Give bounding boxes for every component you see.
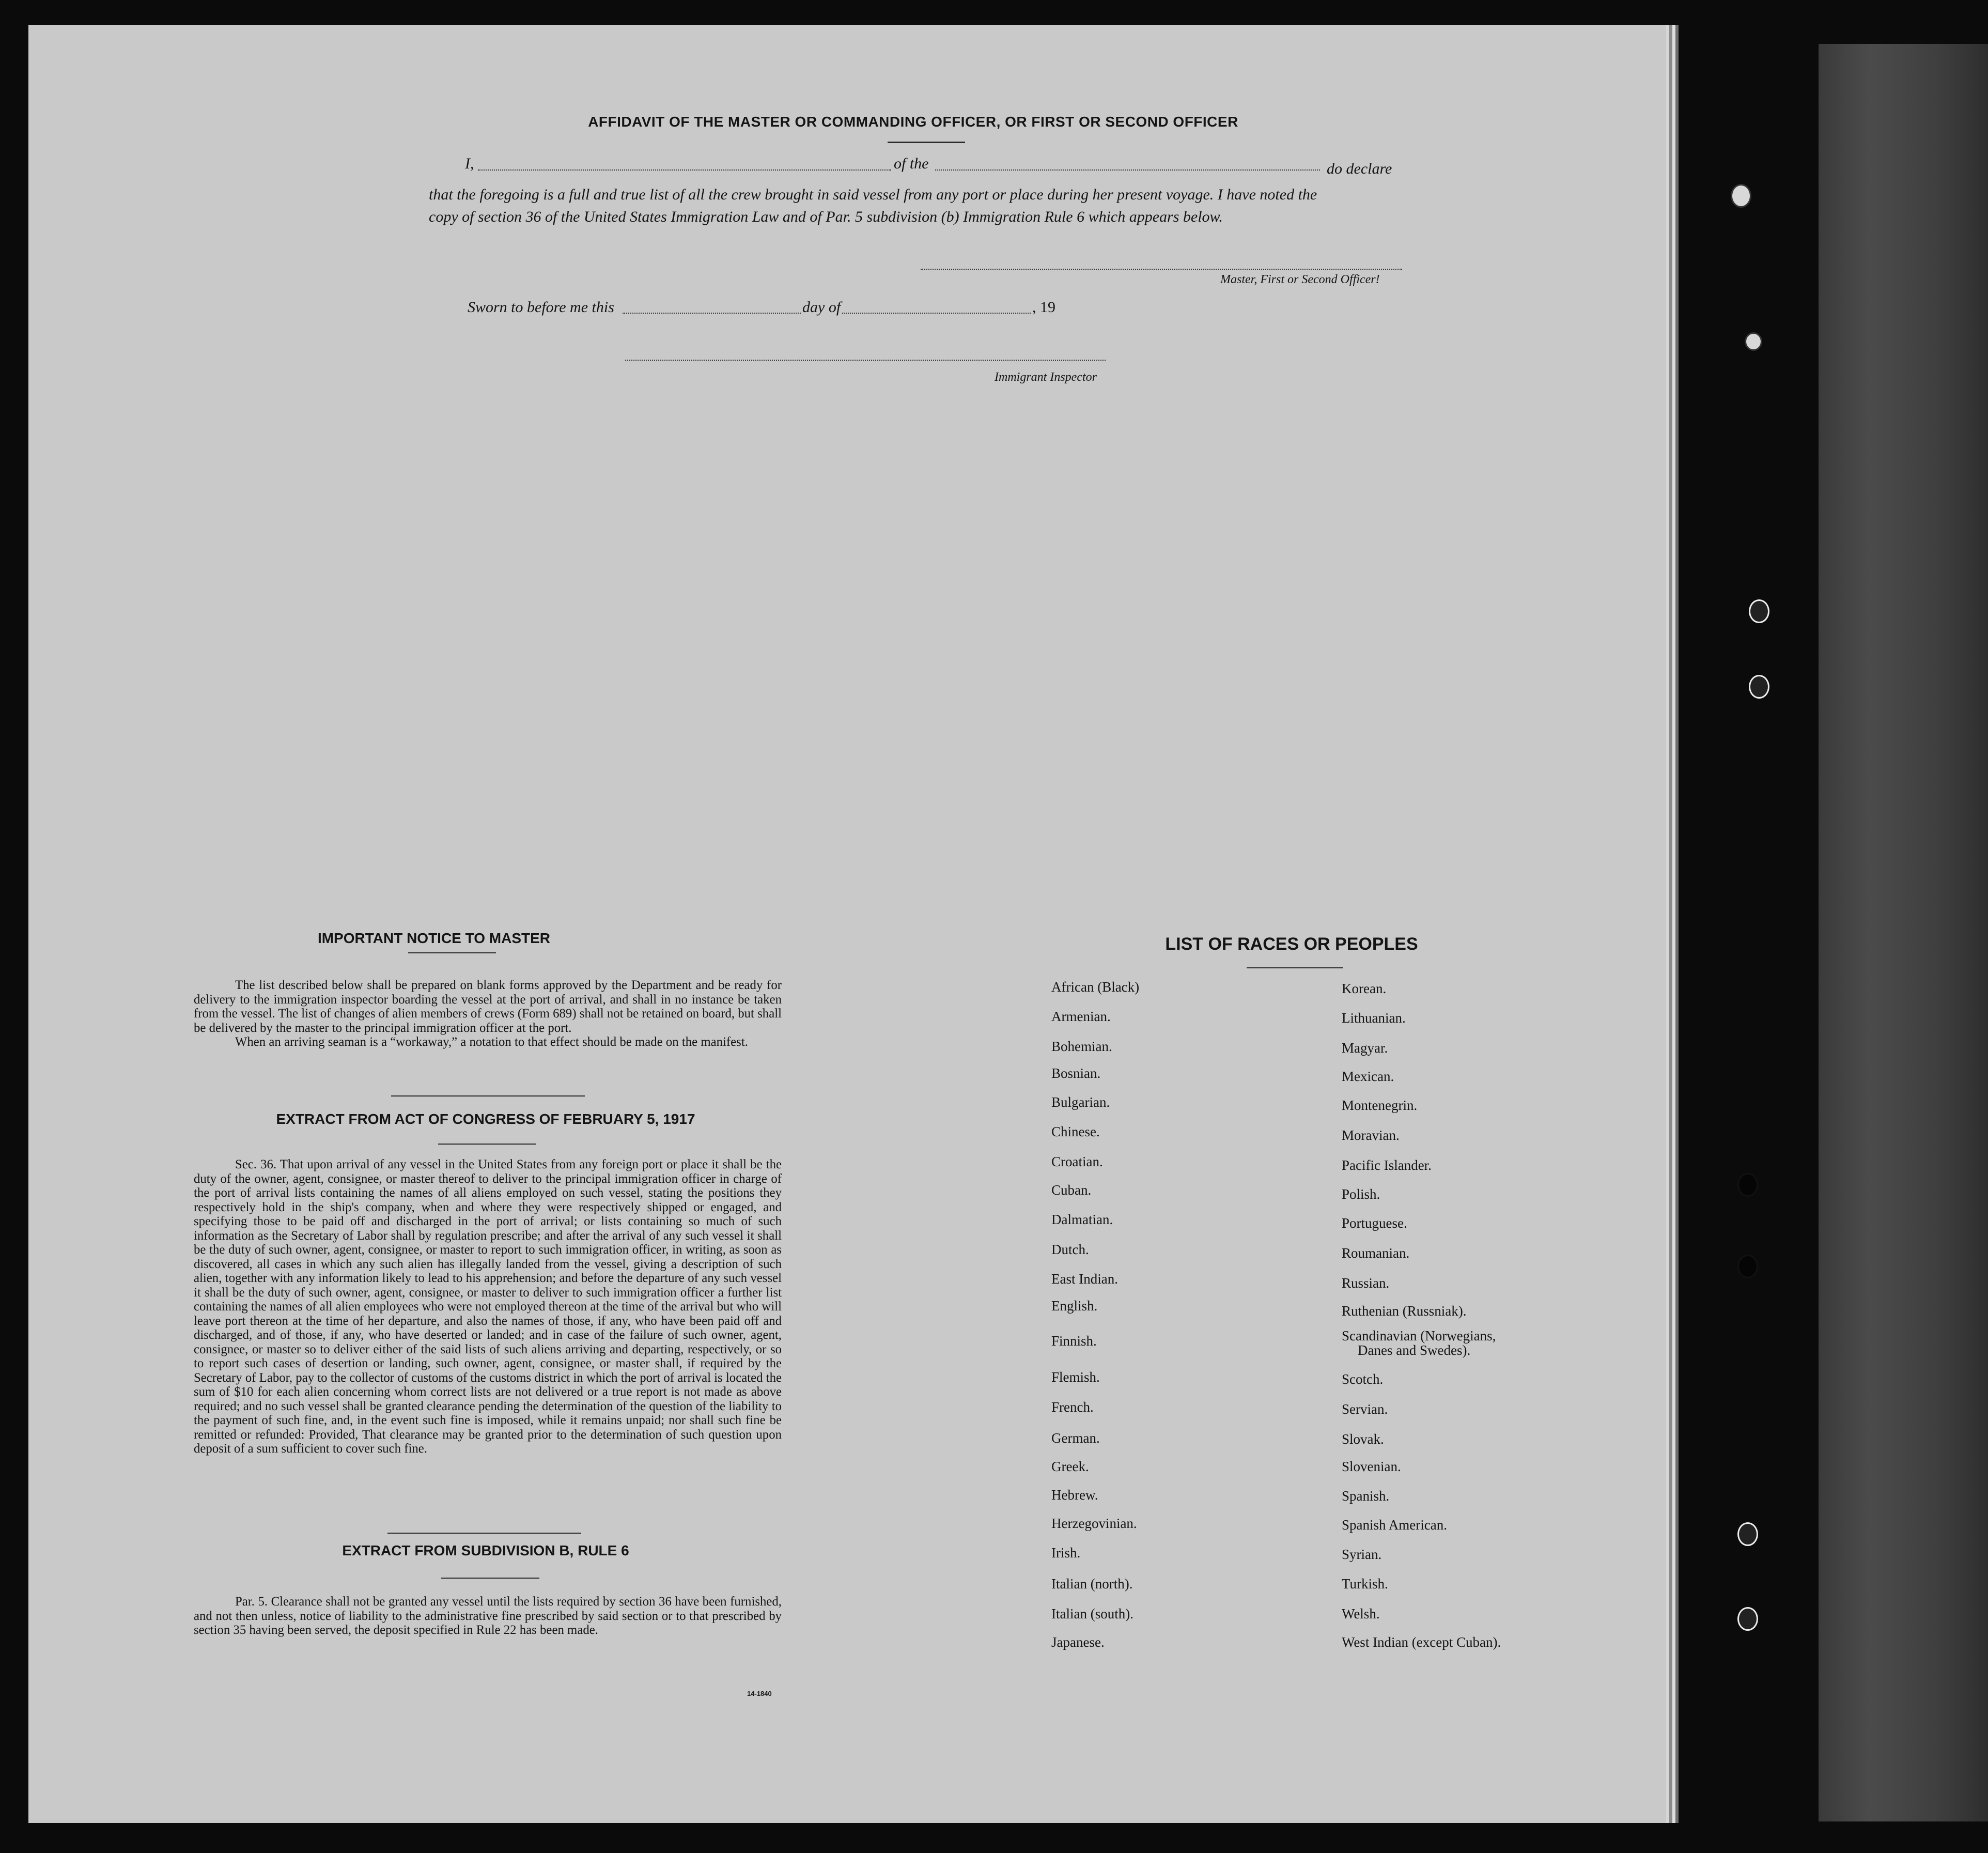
race-item: Italian (south). bbox=[1051, 1606, 1133, 1622]
race-item: Korean. bbox=[1342, 981, 1387, 996]
section-divider bbox=[391, 1095, 585, 1097]
race-item: Scandinavian (Norwegians, bbox=[1342, 1328, 1496, 1344]
act-body bbox=[194, 1157, 782, 1456]
race-item: Russian. bbox=[1342, 1275, 1390, 1291]
inspector-signature-line[interactable] bbox=[625, 360, 1106, 361]
race-item: Spanish American. bbox=[1342, 1517, 1447, 1533]
race-item: West Indian (except Cuban). bbox=[1342, 1634, 1501, 1650]
race-item: Pacific Islander. bbox=[1342, 1157, 1432, 1173]
affidavit-title: AFFIDAVIT OF THE MASTER OR COMMANDING OFFICER, OR FIRST OR SECOND OFFICER bbox=[588, 114, 1238, 130]
notice-body bbox=[194, 978, 782, 1049]
notice-underline bbox=[408, 952, 496, 953]
act-underline bbox=[438, 1144, 536, 1145]
document-page bbox=[28, 25, 1666, 1823]
race-item: Hebrew. bbox=[1051, 1487, 1098, 1503]
race-item: Irish. bbox=[1051, 1545, 1081, 1561]
race-item: Dutch. bbox=[1051, 1242, 1089, 1257]
notice-paragraph-2: When an arriving seaman is a “workaway,” a notation to that effect should be made on the manifest. bbox=[235, 1035, 748, 1049]
race-item: Finnish. bbox=[1051, 1333, 1097, 1349]
adjacent-page-edge bbox=[1819, 44, 1988, 1821]
binder-hole bbox=[1745, 332, 1762, 351]
title-underline bbox=[888, 142, 965, 143]
race-item: Mexican. bbox=[1342, 1069, 1394, 1084]
race-item: Herzegovinian. bbox=[1051, 1516, 1137, 1531]
binder-hole bbox=[1731, 184, 1751, 208]
rule-heading: EXTRACT FROM SUBDIVISION B, RULE 6 bbox=[342, 1542, 629, 1558]
section-divider bbox=[387, 1533, 581, 1534]
binder-hole bbox=[1737, 1255, 1758, 1278]
races-underline bbox=[1247, 967, 1343, 968]
act-heading: EXTRACT FROM ACT OF CONGRESS OF FEBRUARY 5, 1917 bbox=[276, 1111, 695, 1127]
affidavit-line-3: copy of section 36 of the United States Immigration Law and of Par. 5 subdivision (b) Immigration Rule 6 which appears below. bbox=[429, 208, 1223, 225]
race-item: Servian. bbox=[1342, 1401, 1388, 1417]
race-item: Portuguese. bbox=[1342, 1215, 1407, 1231]
race-item: Chinese. bbox=[1051, 1124, 1100, 1139]
race-item: Montenegrin. bbox=[1342, 1098, 1418, 1113]
rule-body bbox=[194, 1595, 782, 1638]
act-text: Sec. 36. That upon arrival of any vessel in the United States from any foreign port or place it shall be the duty of the owner, agent, consignee, or master thereof to deliver to the principal immigration officer in charge of the port of arrival lists containing the names of all aliens employed on such vessel, stating the positions they respectively hold in the ship's company, when and where they were respectively shipped or engaged, and specifying those to be paid off and discharged in the port of arrival; or lists containing so much of such information as the Secretary of Labor shall by regulation prescribe; and after the arrival of any such vessel it shall be the duty of such owner, agent, consignee, or master to report to such immigration officer, in writing, as soon as discovered, all cases in which any such alien has illegally landed from the vessel, giving a description of such alien, together with any information likely to lead to his apprehension; and before the departure of any such vessel it shall be the duty of such owner, agent, consignee, or master to deliver to such immigration officer a further list containing the names of all alien employees who were not employed thereon at the time of the arrival but who will leave port thereon at the time of her departure, and also the names of those, if any, who have been paid off and discharged, and of those, if any, who have deserted or landed; and in case of the failure of such owner, agent, consignee, or master so to deliver either of the said lists of such aliens arriving and departing, respectively, or so to report such cases of desertion or landing, such owner, agent, consignee, or master shall, if required by the Secretary of Labor, pay to the collector of customs of the customs district in which the port of arrival is located the sum of $10 for each alien concerning whom correct lists are not delivered or a true report is not made as above required; and no such vessel shall be granted clearance pending the determination of the question of the liability to the payment of such fine, and, in the event such fine is imposed, while it remains unpaid; nor shall such fine be remitted or refunded: Provided, That clearance may be granted prior to the determination of such question upon deposit of a sum sufficient to cover such fine. bbox=[194, 1157, 782, 1456]
sworn-prefix: Sworn to before me this bbox=[468, 299, 614, 316]
affidavit-line-2: that the foregoing is a full and true list of all the crew brought in said vessel from any port or place during her present voyage. I have noted the bbox=[429, 186, 1317, 203]
race-item: Flemish. bbox=[1051, 1369, 1100, 1385]
races-title: LIST OF RACES OR PEOPLES bbox=[1165, 934, 1418, 954]
race-item: Croatian. bbox=[1051, 1154, 1103, 1169]
race-item: East Indian. bbox=[1051, 1271, 1118, 1287]
sworn-month-blank[interactable] bbox=[842, 313, 1031, 314]
race-item: Scotch. bbox=[1342, 1371, 1384, 1387]
race-item: Ruthenian (Russniak). bbox=[1342, 1303, 1467, 1319]
form-number: 14-1840 bbox=[747, 1690, 772, 1697]
race-item: Slovenian. bbox=[1342, 1459, 1401, 1474]
race-item: Roumanian. bbox=[1342, 1245, 1410, 1261]
race-item: Bohemian. bbox=[1051, 1039, 1112, 1054]
race-item: Magyar. bbox=[1342, 1040, 1388, 1056]
race-item: Danes and Swedes). bbox=[1358, 1342, 1471, 1358]
race-item: Greek. bbox=[1051, 1459, 1089, 1474]
rule-text: Par. 5. Clearance shall not be granted any vessel until the lists required by section 36 have been furnished, and not then unless, notice of liability to the administrative fine prescribed by said section or to that prescribed by section 35 having been served, the deposit specified in Rule 22 has been made. bbox=[194, 1595, 782, 1637]
race-item: Bosnian. bbox=[1051, 1066, 1101, 1081]
sworn-year: , 19 bbox=[1032, 299, 1055, 316]
race-item: African (Black) bbox=[1051, 979, 1140, 995]
notice-heading: IMPORTANT NOTICE TO MASTER bbox=[317, 930, 551, 946]
sworn-day-blank[interactable] bbox=[623, 313, 801, 314]
race-item: Spanish. bbox=[1342, 1488, 1390, 1504]
race-item: French. bbox=[1051, 1399, 1094, 1415]
binder-hole bbox=[1737, 1522, 1758, 1546]
inspector-caption: Immigrant Inspector bbox=[995, 370, 1097, 384]
race-item: Polish. bbox=[1342, 1186, 1380, 1202]
race-item: Cuban. bbox=[1051, 1182, 1092, 1198]
race-item: German. bbox=[1051, 1430, 1100, 1446]
binder-hole bbox=[1749, 599, 1769, 623]
race-item: Slovak. bbox=[1342, 1431, 1384, 1447]
name-blank[interactable] bbox=[478, 169, 891, 171]
race-item: Moravian. bbox=[1342, 1128, 1400, 1143]
rule-underline bbox=[441, 1578, 539, 1579]
signature-caption: Master, First or Second Officer! bbox=[1220, 273, 1380, 286]
affidavit-of-the-label: of the bbox=[894, 155, 929, 172]
signature-line[interactable] bbox=[921, 269, 1402, 270]
race-item: Dalmatian. bbox=[1051, 1212, 1113, 1227]
notice-paragraph-1: The list described below shall be prepared on blank forms approved by the Department and be ready for delivery to the immigration inspector boarding the vessel at the port of arrival, and shall in no instance be taken from the vessel. The list of changes of alien members of crews (Form 689) shall not be retained on board, but shall be delivered by the master to the principal immigration officer at the port. bbox=[194, 978, 782, 1035]
race-item: Armenian. bbox=[1051, 1009, 1111, 1024]
race-item: Welsh. bbox=[1342, 1606, 1380, 1622]
affidavit-i-label: I, bbox=[465, 155, 474, 172]
vessel-blank[interactable] bbox=[935, 169, 1320, 171]
binder-hole bbox=[1737, 1607, 1758, 1631]
race-item: Bulgarian. bbox=[1051, 1094, 1110, 1110]
race-item: Syrian. bbox=[1342, 1547, 1382, 1562]
race-item: Lithuanian. bbox=[1342, 1010, 1406, 1026]
sworn-day-of: day of bbox=[802, 299, 841, 316]
binder-hole bbox=[1737, 1173, 1758, 1197]
race-item: Japanese. bbox=[1051, 1634, 1105, 1650]
affidavit-do-declare: do declare bbox=[1327, 160, 1392, 177]
binder-hole bbox=[1749, 675, 1769, 699]
race-item: Turkish. bbox=[1342, 1576, 1388, 1592]
race-item: Italian (north). bbox=[1051, 1576, 1133, 1592]
race-item: English. bbox=[1051, 1298, 1098, 1314]
